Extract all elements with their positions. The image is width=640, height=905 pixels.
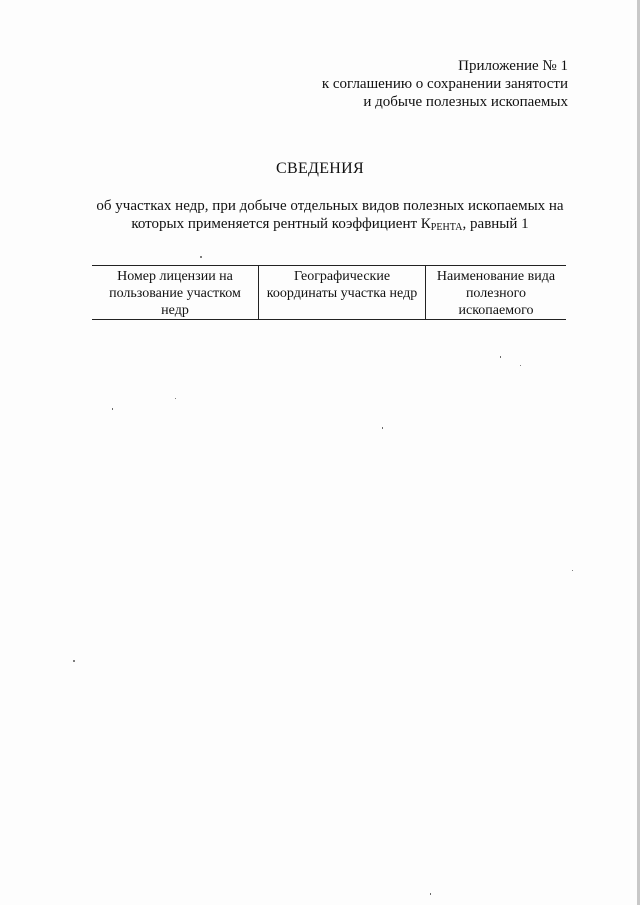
appendix-agreement-cont: и добыче полезных ископаемых xyxy=(363,94,568,110)
scan-speck xyxy=(430,893,431,895)
rent-coefficient-subscript: РЕНТА xyxy=(430,222,463,233)
table-header-row xyxy=(92,266,566,320)
subtitle-line-1: об участках недр, при добыче отдельных видов полезных ископаемых на xyxy=(96,198,564,214)
subtitle-line-2 xyxy=(60,215,600,237)
appendix-agreement: к соглашению о сохранении занятости xyxy=(321,76,568,92)
scan-speck xyxy=(112,408,113,410)
subtitle-text: которых применяется рентный коэффициент К xyxy=(131,216,431,232)
scan-speck xyxy=(382,427,383,429)
scan-speck xyxy=(500,356,501,358)
plots-table xyxy=(92,265,566,320)
scan-speck xyxy=(200,256,202,258)
document-title: СВЕДЕНИЯ xyxy=(276,160,364,177)
scan-speck xyxy=(572,570,573,571)
column-license-number: Номер лицензии на пользование участком недр xyxy=(92,266,259,320)
document-subtitle xyxy=(60,197,600,237)
appendix-number: Приложение № 1 xyxy=(458,58,568,74)
appendix-header xyxy=(322,57,568,111)
subtitle-text-end: , равный 1 xyxy=(462,216,529,232)
scan-speck xyxy=(73,660,75,662)
scan-speck xyxy=(520,365,521,366)
scan-speck xyxy=(175,398,176,399)
column-mineral-type: Наименование вида полезного ископаемого xyxy=(426,266,567,320)
column-coordinates: Географические координаты участка недр xyxy=(259,266,426,320)
